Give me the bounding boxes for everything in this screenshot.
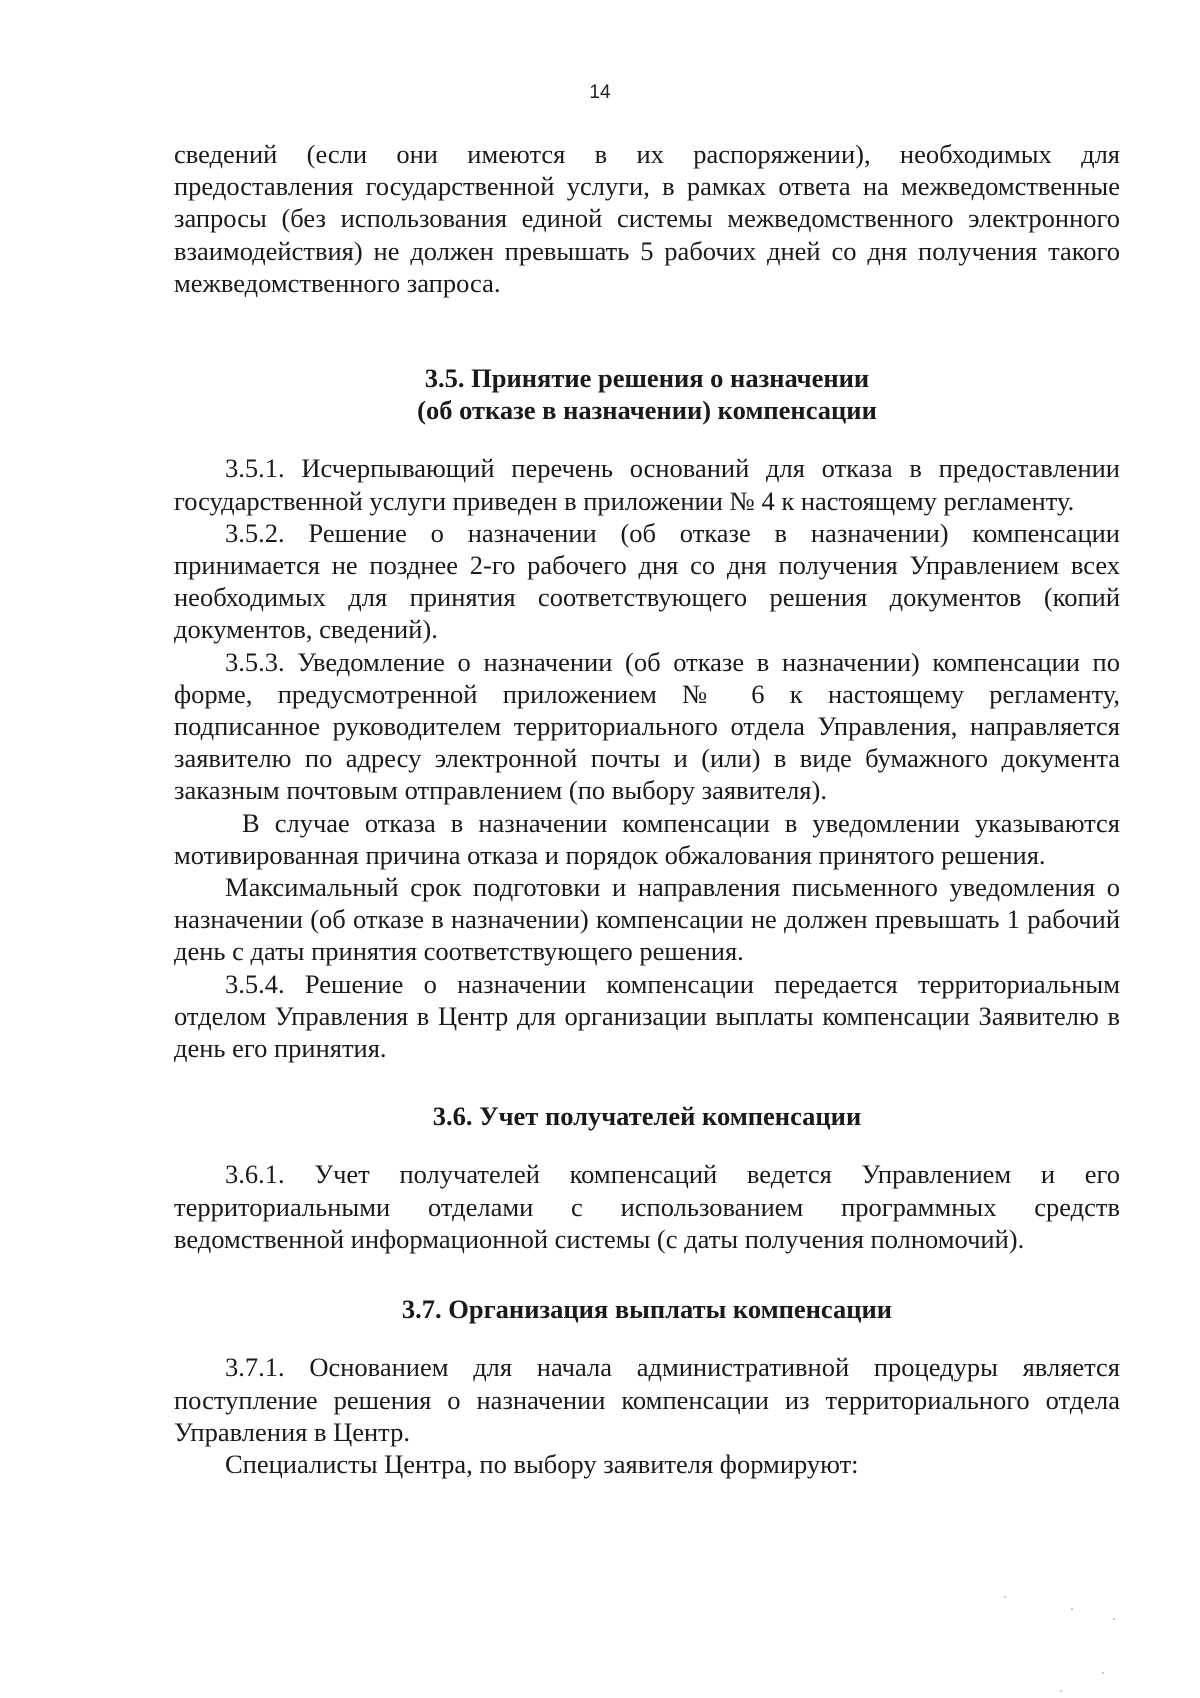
paragraph-continuation: сведений (если они имеются в их распоряжении), необходимых для предоставления государственной услуги, в рамках ответа на межведомственные запросы (без использования единой системы межведомственного электронного взаимодействия) не должен превышать 5 рабочих дней со дня получения такого межведомственного запроса. bbox=[174, 139, 1120, 298]
paragraph-3-5-2: 3.5.2. Решение о назначении (об отказе в назначении) компенсации принимается не позднее 2-го рабочего дня со дня получения Управлением всех необходимых для принятия соответствующего решения документов (копий документов, сведений). bbox=[174, 517, 1120, 645]
paragraph-3-5-3-refusal: В случае отказа в назначении компенсации в уведомлении указываются мотивированная причина отказа и порядок обжалования принятого решения. bbox=[174, 807, 1120, 870]
section-heading-3-7: 3.7. Организация выплаты компенсации bbox=[401, 1294, 893, 1325]
scan-speck bbox=[1004, 1596, 1006, 1598]
section-heading-3-6: 3.6. Учет получателей компенсации bbox=[432, 1101, 862, 1132]
paragraph-3-5-3-deadline: Максимальный срок подготовки и направления письменного уведомления о назначении (об отказе в назначении) компенсации не должен превышать 1 рабочий день с даты принятия соответствующего решения. bbox=[174, 872, 1120, 967]
scan-speck bbox=[1071, 1608, 1073, 1610]
paragraph-3-5-4: 3.5.4. Решение о назначении компенсации передается территориальным отделом Управления в Центр для организации выплаты компенсации Заявителю в день его принятия. bbox=[174, 968, 1120, 1064]
paragraph-3-7-1-specialists: Специалисты Центра, по выбору заявителя формируют: bbox=[225, 1448, 859, 1479]
scan-speck bbox=[1102, 1672, 1104, 1674]
paragraph-3-5-3: 3.5.3. Уведомление о назначении (об отказе в назначении) компенсации по форме, предусмотренной приложением № 6 к настоящему регламенту, подписанное руководителем территориального отдела Управления, направляется заявителю по адресу электронной почты и (или) в виде бумажного документа заказным почтовым отправлением (по выбору заявителя). bbox=[174, 646, 1120, 806]
document-body bbox=[174, 138, 1120, 1480]
section-heading-3-5 bbox=[174, 362, 1120, 426]
section-heading-3-5-line-1: 3.5. Принятие решения о назначении bbox=[424, 363, 870, 394]
paragraph-3-6-1: 3.6.1. Учет получателей компенсаций ведется Управлением и его территориальными отделами с использованием программных средств ведомственной информационной системы (с даты получения полномочий). bbox=[174, 1159, 1120, 1254]
paragraph-3-7-1: 3.7.1. Основанием для начала административной процедуры является поступление решения о назначении компенсации из территориального отдела Управления в Центр. bbox=[174, 1352, 1120, 1447]
page-number: 14 bbox=[589, 82, 611, 103]
paragraph-3-5-1: 3.5.1. Исчерпывающий перечень оснований для отказа в предоставлении государственной услуги приведен в приложении № 4 к настоящему регламенту. bbox=[174, 453, 1120, 516]
scan-speck bbox=[1060, 1690, 1062, 1692]
scan-speck bbox=[1113, 1618, 1115, 1620]
section-heading-3-5-line-2: (об отказе в назначении) компенсации bbox=[417, 395, 877, 426]
